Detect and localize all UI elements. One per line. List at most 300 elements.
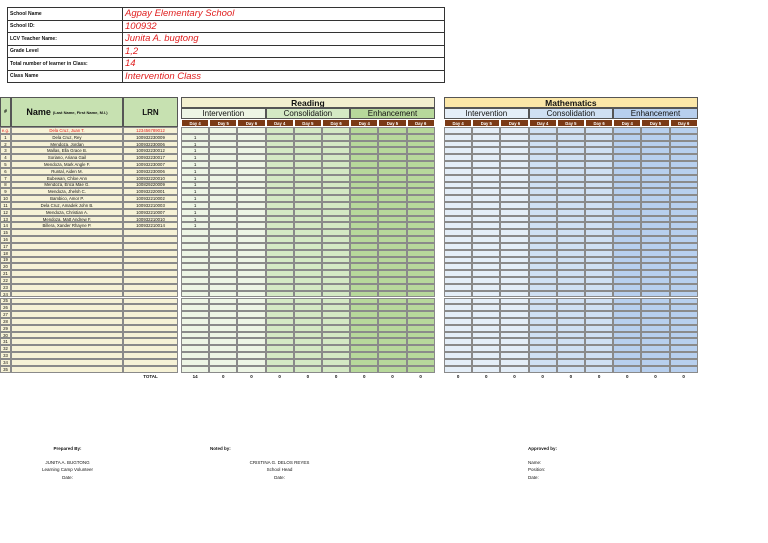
reading-score-cell [294,352,322,359]
reading-score-cell [237,222,265,229]
reading-score-cell [322,175,350,182]
learner-name: Mendoza, Jhelsh C. [11,188,123,195]
reading-score-cell [407,298,435,305]
info-value: Agpay Elementary School [123,8,445,21]
reading-score-cell [378,325,406,332]
info-label: Total number of learner in Class: [8,58,123,71]
math-score-cell [500,202,528,209]
reading-score-cell [237,216,265,223]
reading-score-cell [237,202,265,209]
math-score-cell [444,134,472,141]
approved-by-label: Approved by: [528,446,558,451]
math-score-cell [613,209,641,216]
math-score-cell [529,298,557,305]
learner-name: Mendoza, Christian A. [11,209,123,216]
math-score-cell [613,263,641,270]
math-score-cell [472,250,500,257]
reading-score-cell [209,154,237,161]
reading-score-cell [407,332,435,339]
math-score-cell [529,257,557,264]
reading-score-cell [350,188,378,195]
learner-num: 14 [0,222,11,229]
math-score-cell [529,291,557,298]
empty-row-lrn [123,304,178,311]
math-score-cell [500,352,528,359]
reading-score-cell [181,311,209,318]
reading-score-cell [378,304,406,311]
total-value: 0 [363,374,366,380]
reading-score-cell [294,127,322,134]
reading-score-cell [378,127,406,134]
empty-row-name [11,236,123,243]
math-score-cell [670,311,698,318]
total-value: 0 [250,374,253,380]
math-score-cell [529,161,557,168]
reading-score-cell [209,284,237,291]
reading-score-cell [266,332,294,339]
empty-row-name [11,263,123,270]
reading-score-cell [237,318,265,325]
math-score-cell [557,141,585,148]
math-score-cell [613,352,641,359]
empty-row-lrn [123,318,178,325]
learner-mark: 1 [193,148,197,154]
reading-score-cell [294,304,322,311]
math-score-cell [585,318,613,325]
empty-row-name [11,325,123,332]
math-score-cell [641,188,669,195]
math-score-cell [472,318,500,325]
math-score-cell [500,250,528,257]
reading-score-cell [266,352,294,359]
reading-score-cell [294,345,322,352]
reading-score-cell [237,325,265,332]
math-score-cell [613,127,641,134]
math-score-cell [557,147,585,154]
empty-row-name [11,284,123,291]
reading-score-cell [181,243,209,250]
reading-score-cell [209,134,237,141]
reading-score-cell [407,168,435,175]
empty-row-num: 15 [0,229,11,236]
prepared-by-block [20,445,115,481]
reading-score-cell [294,161,322,168]
reading-score-cell [407,250,435,257]
math-score-cell [613,161,641,168]
reading-score-cell [322,318,350,325]
math-score-cell [670,134,698,141]
learner-mark: 1 [193,196,197,202]
math-score-cell [444,168,472,175]
learner-lrn: 100932210002 [123,195,178,202]
math-score-cell [500,332,528,339]
math-score-cell [444,229,472,236]
math-score-cell [500,168,528,175]
learner-lrn: 100829220009 [123,182,178,189]
empty-row-lrn [123,325,178,332]
reading-day-header: Day 5 [378,119,406,127]
reading-score-cell [294,154,322,161]
total-value: 0 [541,374,544,380]
reading-score-cell [350,229,378,236]
empty-row-name [11,298,123,305]
reading-score-cell [266,195,294,202]
math-score-cell [585,141,613,148]
reading-score-cell [322,182,350,189]
math-score-cell [557,229,585,236]
math-score-cell [585,202,613,209]
learner-name: Billera, Xander Rhayne P. [11,222,123,229]
math-score-cell [472,195,500,202]
reading-score-cell [322,338,350,345]
math-score-cell [613,270,641,277]
empty-row-lrn [123,270,178,277]
reading-score-cell [350,147,378,154]
reading-score-cell [407,366,435,373]
math-day-header: Day 5 [557,119,585,127]
total-value: 0 [485,374,488,380]
reading-score-cell [378,332,406,339]
math-score-cell [472,154,500,161]
math-score-cell [585,270,613,277]
empty-row-lrn [123,298,178,305]
reading-score-cell [237,345,265,352]
reading-score-cell [378,311,406,318]
math-score-cell [670,154,698,161]
reading-score-cell [266,304,294,311]
math-score-cell [472,134,500,141]
learner-mark: 1 [193,168,197,174]
learner-num: 5 [0,161,11,168]
empty-row-num: 35 [0,366,11,373]
math-score-cell [500,127,528,134]
math-score-cell [529,134,557,141]
empty-row-name [11,345,123,352]
math-score-cell [641,168,669,175]
reading-score-cell [237,134,265,141]
math-score-cell [472,270,500,277]
reading-score-cell [294,182,322,189]
math-score-cell [444,195,472,202]
reading-score-cell [237,243,265,250]
reading-score-cell [322,359,350,366]
info-value: 1,2 [123,45,445,58]
math-score-cell [557,127,585,134]
learner-mark: 1 [193,182,197,188]
reading-score-cell [378,154,406,161]
reading-score-cell [322,161,350,168]
math-score-cell [670,325,698,332]
math-score-cell [670,345,698,352]
reading-score-cell [378,134,406,141]
reading-score-cell [266,338,294,345]
reading-score-cell [209,338,237,345]
empty-row-lrn [123,243,178,250]
math-score-cell [670,359,698,366]
empty-row-lrn [123,332,178,339]
reading-score-cell [350,209,378,216]
reading-score-cell [350,127,378,134]
math-score-cell [613,250,641,257]
math-score-cell [472,284,500,291]
math-score-cell [641,250,669,257]
math-score-cell [641,202,669,209]
math-score-cell [641,263,669,270]
empty-row-num: 30 [0,332,11,339]
reading-score-cell [407,134,435,141]
math-score-cell [641,257,669,264]
reading-score-cell [322,250,350,257]
reading-score-cell [209,263,237,270]
math-score-cell [472,277,500,284]
learner-num: 6 [0,168,11,175]
prepared-by-label: Prepared By: [53,446,82,451]
total-value: 0 [654,374,657,380]
math-score-cell [472,359,500,366]
reading-score-cell [237,182,265,189]
empty-row-num: 18 [0,250,11,257]
info-value: Intervention Class [123,70,445,83]
reading-score-cell [350,250,378,257]
reading-enhancement-header: Enhancement [350,108,435,119]
math-score-cell [500,195,528,202]
reading-score-cell [209,366,237,373]
math-score-cell [670,141,698,148]
reading-score-cell [378,298,406,305]
math-score-cell [529,359,557,366]
reading-score-cell [350,270,378,277]
noted-by-date: Date: [274,474,285,480]
math-score-cell [613,366,641,373]
math-score-cell [500,243,528,250]
reading-score-cell [181,318,209,325]
reading-score-cell [181,359,209,366]
math-score-cell [670,270,698,277]
math-score-cell [472,243,500,250]
reading-score-cell [322,141,350,148]
reading-score-cell [266,175,294,182]
learner-lrn: 100932230017 [123,154,178,161]
total-value: 14 [192,374,198,380]
math-score-cell [472,161,500,168]
reading-score-cell [294,175,322,182]
empty-row-lrn [123,277,178,284]
name-header-hint: (Last Name, First Name, M.I.) [52,109,108,115]
math-score-cell [613,229,641,236]
learner-lrn: 100932210014 [123,222,178,229]
math-score-cell [670,338,698,345]
math-score-cell [613,222,641,229]
reading-score-cell [294,147,322,154]
reading-score-cell [322,195,350,202]
name-header-label: Name [26,107,51,117]
reading-score-cell [350,141,378,148]
reading-score-cell [350,304,378,311]
math-score-cell [585,277,613,284]
reading-score-cell [181,270,209,277]
math-score-cell [557,332,585,339]
math-score-cell [444,188,472,195]
reading-score-cell [294,366,322,373]
math-score-cell [613,318,641,325]
reading-score-cell [407,345,435,352]
reading-score-cell [378,209,406,216]
empty-row-lrn [123,257,178,264]
math-score-cell [585,332,613,339]
reading-day-header: Day 4 [181,119,209,127]
reading-score-cell [237,359,265,366]
reading-score-cell [407,304,435,311]
learner-name: Dela Cruz, Amadek John B. [11,202,123,209]
example-row-lrn: 123456789012 [123,127,178,134]
reading-day-header: Day 6 [237,119,265,127]
reading-score-cell [350,345,378,352]
math-score-cell [613,134,641,141]
info-label: LCV Teacher Name: [8,33,123,46]
math-score-cell [641,141,669,148]
math-intervention-header: Intervention [444,108,529,119]
num-header: # [0,97,11,127]
reading-score-cell [181,257,209,264]
reading-score-cell [237,304,265,311]
reading-score-cell [209,359,237,366]
math-score-cell [585,209,613,216]
reading-score-cell [266,318,294,325]
learner-name: Mendoza, Mark Angle F. [11,161,123,168]
math-score-cell [529,202,557,209]
math-score-cell [613,202,641,209]
math-score-cell [529,147,557,154]
math-score-cell [444,366,472,373]
reading-score-cell [181,127,209,134]
math-score-cell [670,222,698,229]
total-value: 0 [682,374,685,380]
reading-score-cell [407,236,435,243]
math-score-cell [670,202,698,209]
reading-day-header: Day 6 [322,119,350,127]
reading-score-cell [322,257,350,264]
math-score-cell [500,161,528,168]
reading-score-cell [266,161,294,168]
reading-score-cell [350,318,378,325]
empty-row-name [11,257,123,264]
reading-score-cell [407,318,435,325]
reading-score-cell [378,216,406,223]
reading-score-cell [181,304,209,311]
reading-score-cell [322,291,350,298]
reading-score-cell [237,168,265,175]
math-score-cell [670,188,698,195]
math-score-cell [529,338,557,345]
math-score-cell [529,154,557,161]
math-score-cell [500,270,528,277]
math-enhancement-header: Enhancement [613,108,698,119]
reading-score-cell [378,284,406,291]
math-score-cell [444,298,472,305]
total-value: 0 [334,374,338,380]
reading-score-cell [407,127,435,134]
math-score-cell [613,195,641,202]
empty-row-name [11,229,123,236]
reading-score-cell [209,216,237,223]
noted-by-role: School Head [266,467,293,472]
total-value: 0 [513,374,516,380]
math-score-cell [585,236,613,243]
empty-row-name [11,243,123,250]
math-score-cell [529,188,557,195]
reading-score-cell [322,352,350,359]
reading-score-cell [378,243,406,250]
empty-row-name [11,338,123,345]
reading-score-cell [350,359,378,366]
math-score-cell [670,284,698,291]
info-row [8,58,445,71]
learner-num: 1 [0,134,11,141]
math-score-cell [557,257,585,264]
reading-score-cell [266,263,294,270]
reading-score-cell [294,222,322,229]
total-value: 0 [569,374,573,380]
math-score-cell [444,291,472,298]
math-score-cell [444,216,472,223]
empty-row-num: 27 [0,311,11,318]
reading-score-cell [322,236,350,243]
reading-score-cell [266,284,294,291]
reading-score-cell [378,338,406,345]
reading-score-cell [350,222,378,229]
math-score-cell [641,332,669,339]
learner-num: 3 [0,147,11,154]
math-score-cell [529,209,557,216]
math-score-cell [472,304,500,311]
math-score-cell [641,366,669,373]
reading-score-cell [378,318,406,325]
empty-row-num: 21 [0,270,11,277]
math-score-cell [613,338,641,345]
reading-score-cell [294,298,322,305]
math-score-cell [472,311,500,318]
learner-lrn: 100932210007 [123,209,178,216]
reading-score-cell [294,277,322,284]
reading-score-cell [294,243,322,250]
empty-row-num: 25 [0,298,11,305]
reading-score-cell [266,236,294,243]
math-score-cell [613,182,641,189]
math-score-cell [472,202,500,209]
learner-name: Bubewan, Chloe Ann [11,175,123,182]
reading-intervention-header: Intervention [181,108,266,119]
reading-score-cell [294,359,322,366]
math-score-cell [585,175,613,182]
math-score-cell [500,188,528,195]
reading-score-cell [209,291,237,298]
reading-score-cell [181,291,209,298]
learner-lrn: 100932230006 [123,141,178,148]
learner-mark: 1 [193,175,197,181]
empty-row-name [11,250,123,257]
reading-score-cell [350,202,378,209]
reading-score-cell [378,291,406,298]
math-score-cell [444,222,472,229]
math-score-cell [613,304,641,311]
reading-score-cell [322,304,350,311]
learner-lrn: 100932210010 [123,216,178,223]
math-score-cell [641,243,669,250]
reading-score-cell [294,263,322,270]
math-score-cell [500,359,528,366]
empty-row-lrn [123,311,178,318]
reading-score-cell [350,332,378,339]
